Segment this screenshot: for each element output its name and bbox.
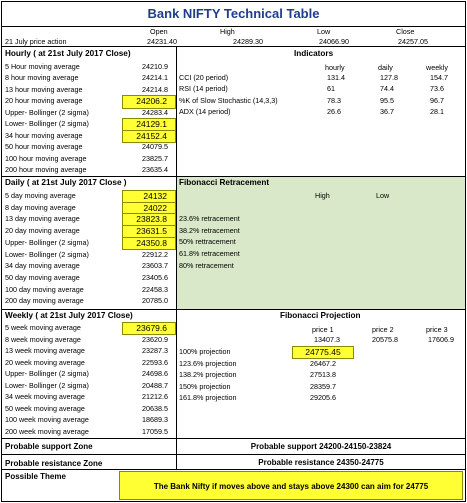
hourly-row [2,130,465,141]
resistance-label: Probable resistance Zone [5,459,103,468]
fib-retracement-title: Fibonacci Retracement [179,178,270,187]
ind-col-weekly: weekly [426,63,448,72]
weekly-row [2,403,465,414]
daily-row-value: 23603.7 [142,261,168,271]
weekly-row [2,322,465,333]
daily-row-label: 20 day moving average [5,226,80,236]
support-value: Probable support 24200-24150-23824 [250,442,392,451]
price-action-header [2,26,465,47]
daily-row [2,295,465,306]
hourly-row-value: 23825.7 [142,153,168,163]
daily-row-label: 13 day moving average [5,214,80,224]
hourly-row [2,84,465,95]
theme-label: Possible Theme [5,472,66,481]
daily-row-value: 22458.3 [142,284,168,294]
daily-row-value: 24350.8 [122,237,176,250]
weekly-row-label: Lower- Bollinger (2 sigma) [5,380,89,390]
proj-price1-value: 13407.3 [314,335,340,344]
daily-row-value: 23405.6 [142,272,168,282]
fib-projection-value: 28359.7 [310,381,336,391]
fib-projection-value: 27513.8 [310,370,336,380]
col-open-header: Open [150,27,168,36]
indicator-daily-value: 95.5 [380,95,394,105]
weekly-row-value: 23679.6 [122,322,176,335]
weekly-row-label: 100 week moving average [5,415,89,424]
fib-retracement-level: 61.8% retracement [179,249,240,259]
weekly-row-label: 20 week moving average [5,357,85,367]
indicator-daily-value: 127.8 [380,73,398,82]
daily-row-label: Lower- Bollinger (2 sigma) [5,249,89,259]
hourly-row-value: 24129.1 [122,118,176,131]
weekly-row-value: 24698.6 [142,369,168,378]
hourly-section-title: Hourly ( at 21st July 2017 Close) [5,49,131,58]
indicator-hourly-value: 78.3 [327,95,341,105]
daily-row-label: 5 day moving average [5,191,76,200]
fib-projection-level: 150% projection [179,381,231,391]
daily-row-value: 22912.2 [142,249,168,259]
weekly-row-label: 50 week moving average [5,403,85,413]
col-close-header: Close [396,27,415,36]
hourly-row-label: 34 hour moving average [5,130,83,140]
hourly-row-label: 50 hour moving average [5,142,83,152]
hourly-row-value: 23635.4 [142,165,168,175]
divider-theme [2,469,465,470]
hourly-row [2,61,465,72]
proj-col-price2: price 2 [372,325,394,334]
indicator-daily-value: 36.7 [380,107,394,117]
weekly-row [2,426,465,437]
open-value: 24231.40 [147,37,177,46]
proj-col-price3: price 3 [426,325,448,334]
weekly-row-label: 13 week moving average [5,346,85,355]
daily-row-label: 8 day moving average [5,202,76,212]
weekly-row [2,380,465,391]
daily-row-label: 34 day moving average [5,261,80,271]
fib-retracement-level: 23.6% retracement [179,214,240,223]
weekly-row-value: 20488.7 [142,380,168,390]
high-value: 24289.30 [233,37,263,46]
hourly-row [2,164,465,175]
weekly-row-value: 23287.3 [142,346,168,355]
fib-projection-value: 29205.6 [310,393,336,403]
fib-projection-level: 138.2% projection [179,370,237,380]
hourly-row-value: 24152.4 [122,130,176,143]
weekly-row-label: 8 week moving average [5,334,81,344]
fib-projection-level: 161.8% projection [179,393,237,403]
hourly-row-label: Lower- Bollinger (2 sigma) [5,119,89,129]
bottom-column-divider [176,438,177,469]
weekly-row-value: 20638.5 [142,403,168,413]
daily-row [2,284,465,295]
divider-resistance [2,454,465,455]
hourly-row [2,107,465,118]
weekly-row-value: 17059.5 [142,426,168,436]
daily-row-label: 100 day moving average [5,284,84,294]
fib-retracement-level: 50% rettracement [179,237,236,247]
close-value: 24257.05 [398,37,428,46]
indicator-label: CCI (20 period) [179,73,229,82]
indicator-label: ADX (14 period) [179,107,231,117]
indicator-label: RSI (14 period) [179,84,228,94]
indicators-title: Indicators [294,49,334,58]
hourly-row [2,118,465,129]
ind-col-hourly: hourly [325,63,345,72]
weekly-row-label: 5 week moving average [5,323,81,332]
hourly-row [2,141,465,152]
indicator-hourly-value: 131.4 [327,73,345,82]
fib-projection-level: 100% projection [179,347,231,356]
daily-row [2,272,465,283]
hourly-row-label: 200 hour moving average [5,165,87,175]
weekly-row-label: 200 week moving average [5,426,89,436]
daily-row [2,202,465,213]
daily-row [2,190,465,201]
hourly-row-value: 24210.9 [142,62,168,71]
fib-projection-value: 24775.45 [292,346,354,359]
hourly-row-label: 20 hour moving average [5,96,83,106]
proj-col-price1: price 1 [312,325,334,334]
daily-row-value: 20785.0 [142,296,168,306]
fib-retracement-level: 80% retracement [179,260,234,270]
fib-projection-level: 123.6% projection [179,358,237,368]
hourly-row-label: Upper- Bollinger (2 sigma) [5,107,89,117]
indicator-label: %K of Slow Stochastic (14,3,3) [179,95,278,105]
divider-support [2,438,465,439]
fib-col-low: Low [376,191,390,200]
weekly-row-label: 34 week moving average [5,392,85,401]
indicator-weekly-value: 28.1 [430,107,444,117]
col-low-header: Low [317,27,331,36]
resistance-value: Probable resistance 24350-24775 [258,458,384,467]
weekly-row-value: 23620.9 [142,334,168,344]
hourly-row [2,153,465,164]
ind-col-daily: daily [378,63,393,72]
proj-price2-value: 20575.8 [372,335,398,344]
hourly-row-label: 13 hour moving average [5,84,83,94]
daily-row-value: 24132 [122,190,176,203]
daily-row-label: Upper- Bollinger (2 sigma) [5,237,89,247]
low-value: 24066.90 [319,37,349,46]
support-label: Probable support Zone [5,442,93,451]
daily-row-value: 24022 [122,202,176,215]
hourly-row-label: 5 Hour moving average [5,62,80,71]
fib-col-high: High [315,191,330,200]
daily-row-value: 23631.5 [122,225,176,238]
daily-row-value: 23823.8 [122,213,176,226]
page-title: Bank NIFTY Technical Table [147,6,320,21]
indicator-hourly-value: 61 [327,84,335,94]
col-high-header: High [220,27,235,36]
technical-table [1,1,466,502]
indicator-daily-value: 74.4 [380,84,394,94]
indicator-hourly-value: 26.6 [327,107,341,117]
price-action-label: 21 July price action [5,37,67,46]
hourly-row-value: 24283.4 [142,107,168,117]
fib-projection-value: 26467.2 [310,358,336,368]
hourly-row-value: 24214.8 [142,84,168,94]
hourly-row-label: 100 hour moving average [5,153,87,163]
indicator-weekly-value: 96.7 [430,95,444,105]
weekly-row-value: 22593.6 [142,357,168,367]
daily-section-title: Daily ( at 21st July 2017 Close ) [5,178,127,187]
weekly-row [2,414,465,425]
daily-row-label: 50 day moving average [5,272,80,282]
proj-price3-value: 17606.9 [428,335,454,344]
hourly-row-value: 24079.5 [142,142,168,152]
weekly-row-label: Upper- Bollinger (2 sigma) [5,369,89,378]
hourly-row-label: 8 hour moving average [5,73,79,83]
weekly-row-value: 18689.3 [142,415,168,424]
theme-value: The Bank Nifty if moves above and stays above 24300 can aim for 24775 [119,471,463,500]
fib-projection-title: Fibonacci Projection [280,311,361,320]
daily-row-label: 200 day moving average [5,296,84,306]
weekly-row-value: 21212.6 [142,392,168,401]
fib-retracement-level: 38.2% retracement [179,225,240,235]
indicator-weekly-value: 154.7 [430,73,448,82]
weekly-section-title: Weekly ( at 21st July 2017 Close) [5,311,133,320]
indicator-weekly-value: 73.6 [430,84,444,94]
hourly-row-value: 24214.1 [142,73,168,83]
weekly-row [2,345,465,356]
hourly-row-value: 24206.2 [122,95,176,108]
